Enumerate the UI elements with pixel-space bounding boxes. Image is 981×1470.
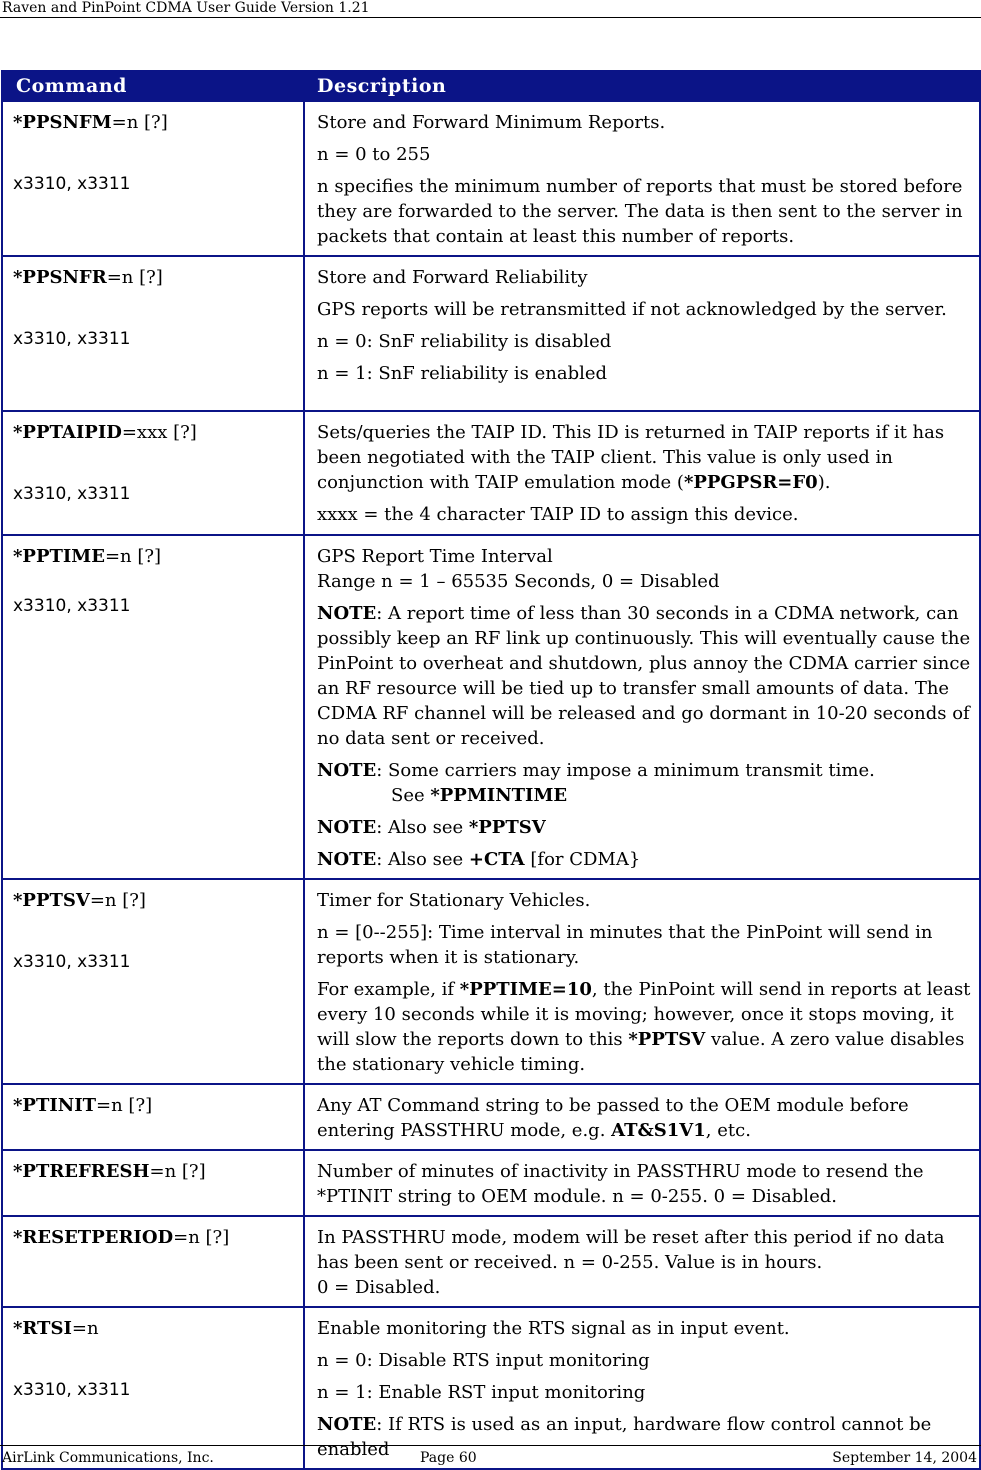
description-cell: Enable monitoring the RTS signal as in input event. n = 0: Disable RTS input monitoring n = 1: Enable RST input monitoring NOTE: If RTS is used as an input, hardware flow control cannot be enabled — [304, 1307, 980, 1469]
document-title: Raven and PinPoint CDMA User Guide Version 1.21 — [2, 0, 370, 16]
command-syntax: *PPTIME=n [?] — [13, 546, 162, 567]
command-syntax: *PTINIT=n [?] — [13, 1095, 153, 1116]
command-cell — [2, 101, 304, 256]
command-cell — [2, 1216, 304, 1307]
description-cell: Store and Forward Minimum Reports. n = 0 to 255 n specifies the minimum number of reports that must be stored before they are forwarded to the server. The data is then sent to the server in packets that contain at least this number of reports. — [304, 101, 980, 256]
table-row — [2, 879, 980, 1084]
model-list: x3310, x3311 — [13, 1380, 131, 1400]
model-list: x3310, x3311 — [13, 596, 131, 616]
table-row — [2, 101, 980, 256]
table-row — [2, 1150, 980, 1216]
command-cell — [2, 256, 304, 411]
command-syntax: *RTSI=n — [13, 1318, 99, 1339]
command-syntax: *PPTSV=n [?] — [13, 890, 146, 911]
column-header-description: Description — [304, 71, 980, 101]
command-cell — [2, 1150, 304, 1216]
footer-company: AirLink Communications, Inc. — [2, 1450, 214, 1466]
description-cell: Any AT Command string to be passed to the OEM module before entering PASSTHRU mode, e.g. AT&S1V1, etc. — [304, 1084, 980, 1150]
description-cell: Number of minutes of inactivity in PASSTHRU mode to resend the *PTINIT string to OEM module. n = 0-255. 0 = Disabled. — [304, 1150, 980, 1216]
command-cell — [2, 1084, 304, 1150]
command-cell — [2, 879, 304, 1084]
description-cell: Store and Forward Reliability GPS reports will be retransmitted if not acknowledged by the server. n = 0: SnF reliability is disabled n = 1: SnF reliability is enabled — [304, 256, 980, 411]
command-cell — [2, 411, 304, 535]
table-row — [2, 1216, 980, 1307]
model-list: x3310, x3311 — [13, 174, 131, 194]
model-list: x3310, x3311 — [13, 484, 131, 504]
column-header-command: Command — [2, 71, 304, 101]
model-list: x3310, x3311 — [13, 329, 131, 349]
footer-date: September 14, 2004 — [832, 1450, 977, 1466]
description-cell: In PASSTHRU mode, modem will be reset after this period if no data has been sent or received. n = 0-255. Value is in hours. 0 = Disabled. — [304, 1216, 980, 1307]
page-header — [0, 0, 981, 18]
command-syntax: *PTREFRESH=n [?] — [13, 1161, 206, 1182]
table-row — [2, 256, 980, 411]
table-header-row — [2, 71, 980, 101]
table-row — [2, 1084, 980, 1150]
command-syntax: *PPSNFM=n [?] — [13, 112, 168, 133]
description-cell: Timer for Stationary Vehicles. n = [0--255]: Time interval in minutes that the PinPoint will send in reports when it is stationary. For example, if *PPTIME=10, the PinPoint will send in reports at least every 10 seconds while it is moving; however, once it stops moving, it will slow the reports down to this *PPTSV value. A zero value disables the stationary vehicle timing. — [304, 879, 980, 1084]
command-syntax: *PPTAIPID=xxx [?] — [13, 422, 197, 443]
command-cell — [2, 535, 304, 879]
command-syntax: *RESETPERIOD=n [?] — [13, 1227, 230, 1248]
description-cell: GPS Report Time Interval Range n = 1 – 65535 Seconds, 0 = Disabled NOTE: A report time of less than 30 seconds in a CDMA network, can possibly keep an RF link up continuously. This will eventually cause the PinPoint to overheat and shutdown, plus annoy the CDMA carrier since an RF resource will be tied up to transfer small amounts of data. The CDMA RF channel will be released and go dormant in 10-20 seconds of no data sent or received. NOTE: Some carriers may impose a minimum transmit time. See *PPMINTIME NOTE: Also see *PPTSV NOTE: Also see +CTA [for CDMA} — [304, 535, 980, 879]
table-row — [2, 411, 980, 535]
command-table — [1, 70, 981, 1470]
command-syntax: *PPSNFR=n [?] — [13, 267, 163, 288]
description-cell: Sets/queries the TAIP ID. This ID is returned in TAIP reports if it has been negotiated with the TAIP client. This value is only used in conjunction with TAIP emulation mode (*PPGPSR=F0). xxxx = the 4 character TAIP ID to assign this device. — [304, 411, 980, 535]
model-list: x3310, x3311 — [13, 952, 131, 972]
table-row — [2, 535, 980, 879]
page-footer — [0, 1445, 981, 1470]
footer-page-number: Page 60 — [420, 1450, 477, 1466]
